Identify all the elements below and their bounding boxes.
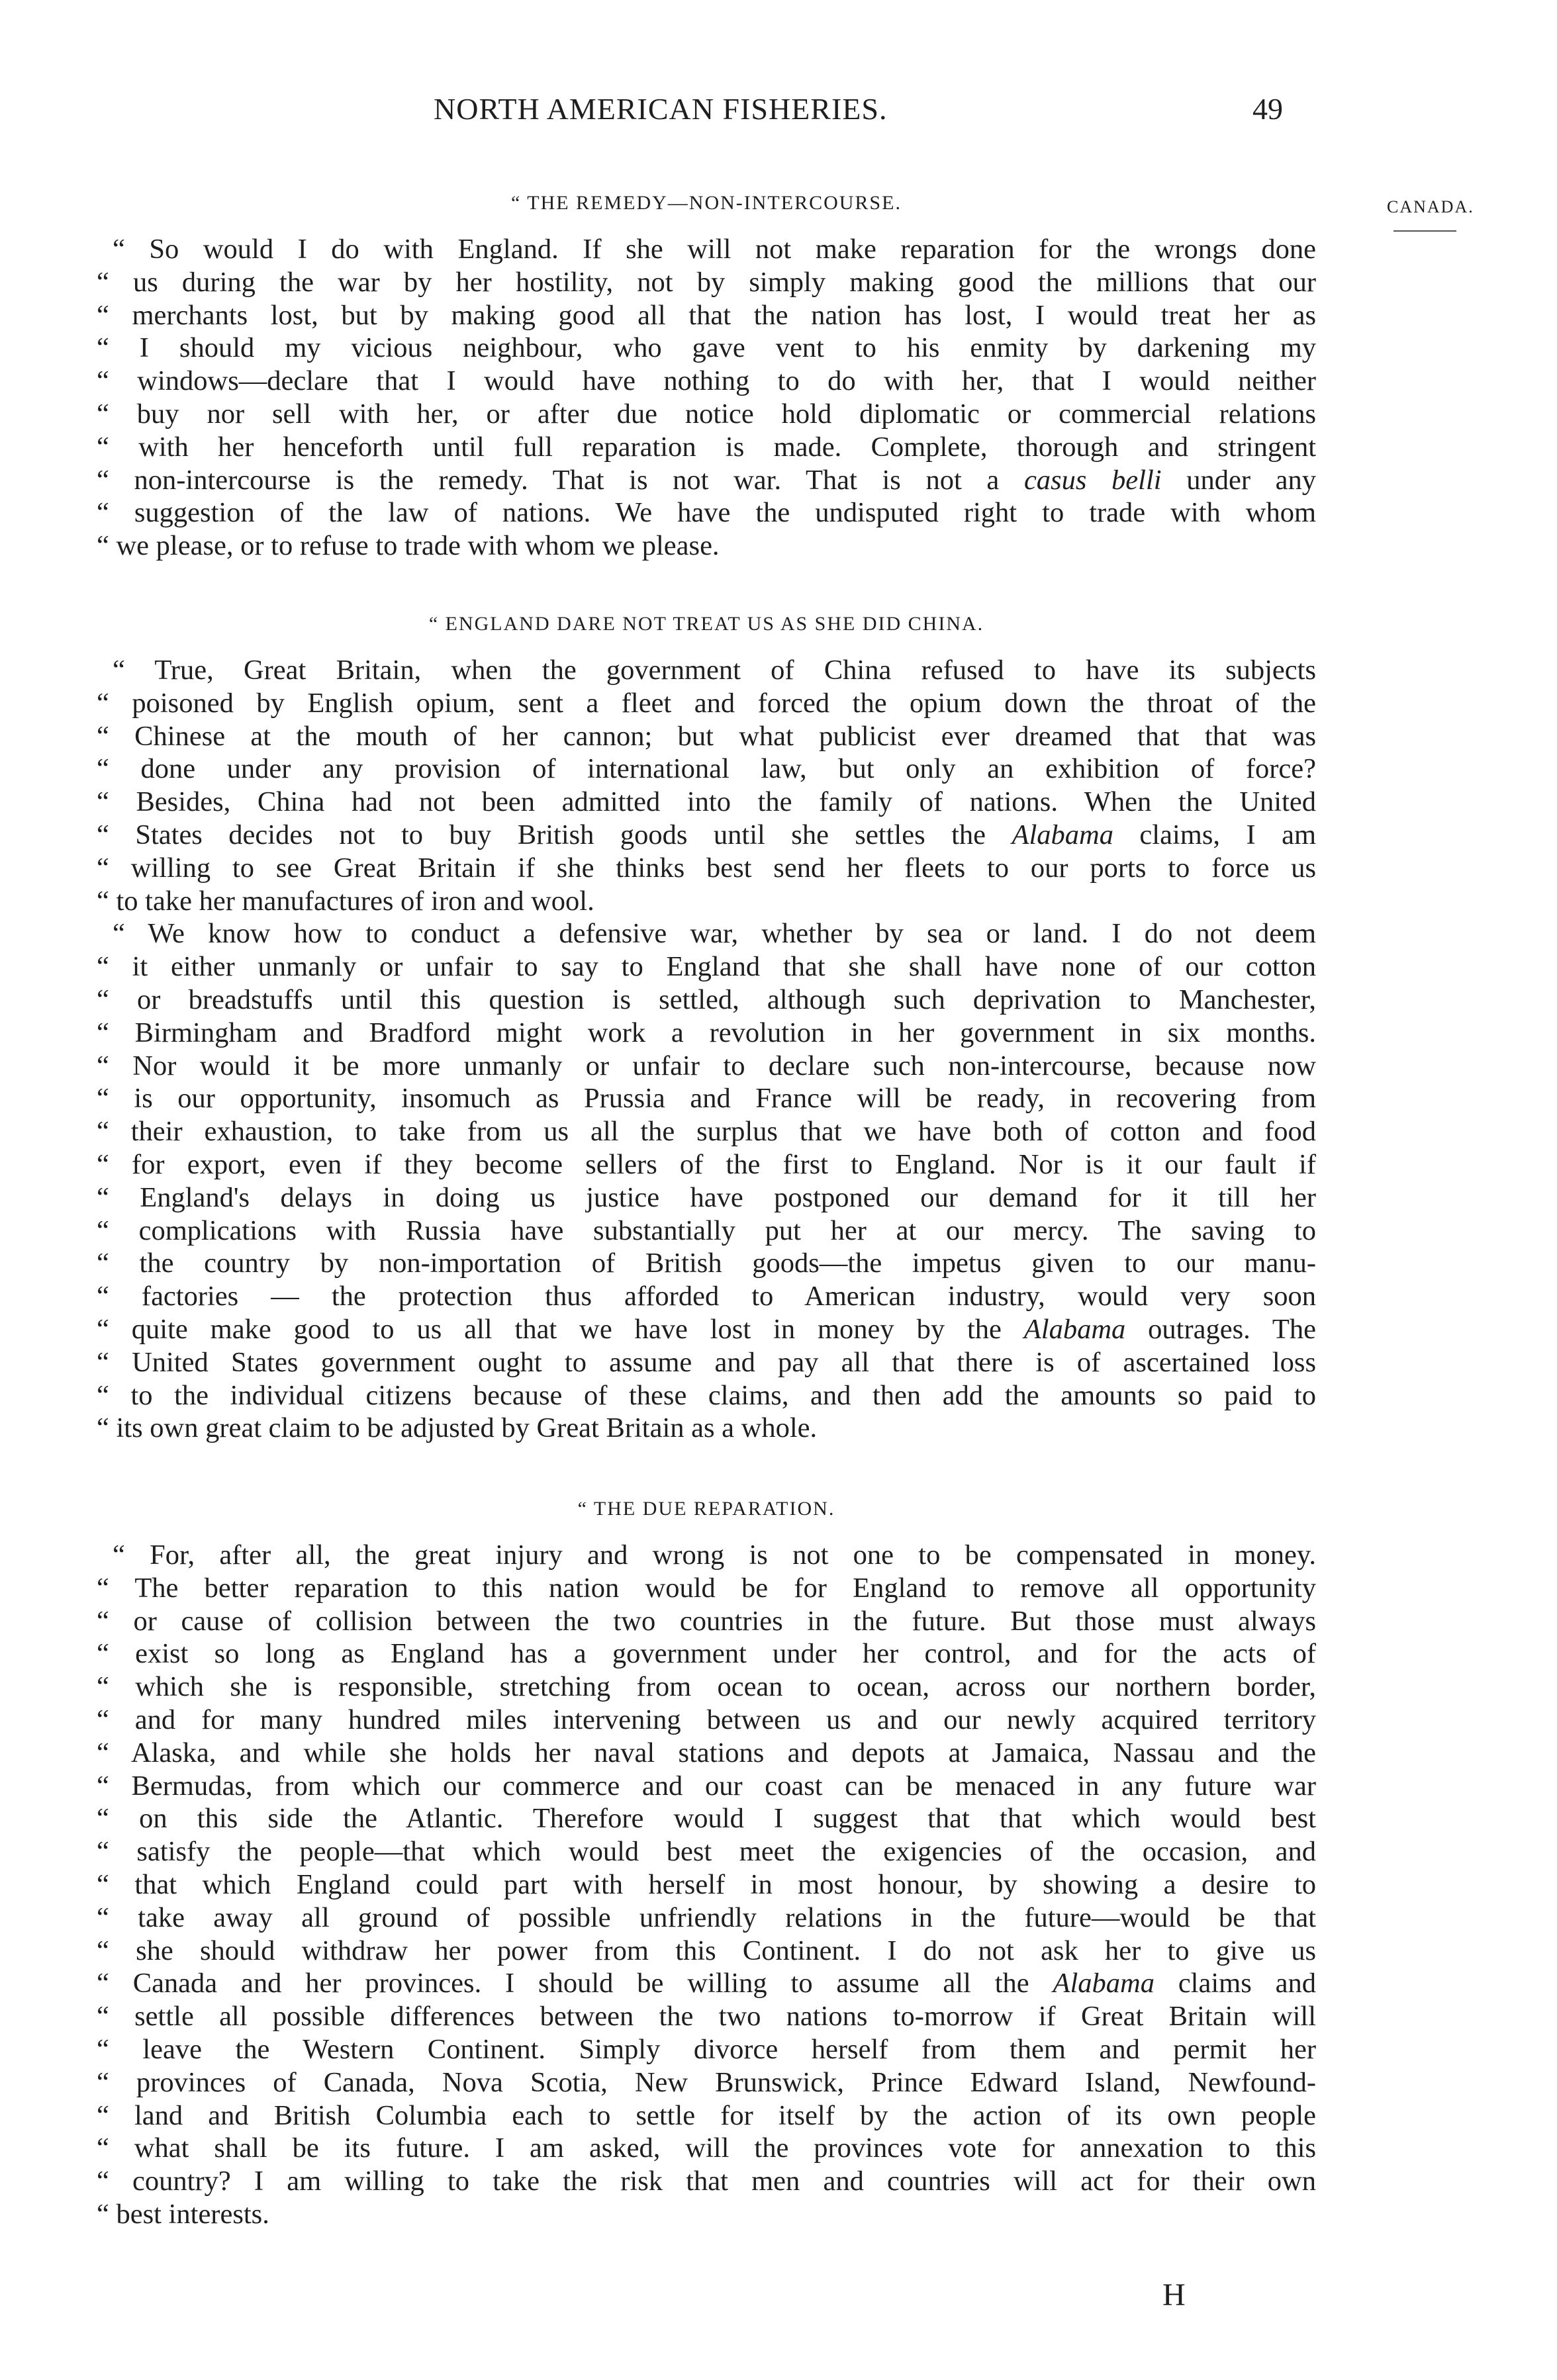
text-line: “ their exhaustion, to take from us all the surplus that we have both of cotton and food	[97, 1116, 1316, 1148]
text-line: “ complications with Russia have substantially put her at our mercy. The saving to	[97, 1214, 1316, 1246]
text-line: “ Chinese at the mouth of her cannon; but what publicist ever dreamed that that was	[97, 720, 1316, 752]
text-line: “ True, Great Britain, when the government of China refused to have its subjects	[113, 655, 1316, 686]
text-line: “ willing to see Great Britain if she thinks best send her fleets to our ports to force us	[97, 852, 1316, 884]
text-line: “ Canada and her provinces. I should be willing to assume all the Alabama claims and	[97, 1968, 1316, 1999]
text-line: “ Alaska, and while she holds her naval stations and depots at Jamaica, Nassau and the	[97, 1737, 1316, 1768]
text-line: “ Besides, China had not been admitted into the family of nations. When the United	[97, 786, 1316, 818]
text-line: “ So would I do with England. If she will not make reparation for the wrongs done	[113, 234, 1316, 265]
section-due-reparation	[97, 1492, 1316, 2231]
text-line: “ to the individual citizens because of these claims, and then add the amounts so paid to	[97, 1379, 1316, 1411]
text-line: “ to take her manufactures of iron and wool.	[97, 885, 594, 917]
section-remedy	[97, 187, 1316, 563]
section-heading: “ THE REMEDY—NON-INTERCOURSE.	[511, 192, 902, 214]
running-head	[0, 91, 1557, 131]
text-line: “ We know how to conduct a defensive war, whether by sea or land. I do not deem	[113, 918, 1316, 950]
text-line: “ exist so long as England has a government under her control, and for the acts of	[97, 1638, 1316, 1670]
text-line: “ done under any provision of international law, but only an exhibition of force?	[97, 753, 1316, 785]
text-line: “ Birmingham and Bradford might work a revolution in her government in six months.	[97, 1017, 1316, 1048]
text-line: “ or breadstuffs until this question is settled, although such deprivation to Manchester,	[97, 984, 1316, 1015]
text-line: “ buy nor sell with her, or after due notice hold diplomatic or commercial relations	[97, 398, 1316, 430]
text-line: “ and for many hundred miles intervening between us and our newly acquired territory	[97, 1704, 1316, 1735]
text-line: “ with her henceforth until full reparation is made. Complete, thorough and stringent	[97, 431, 1316, 463]
page-number: 49	[1252, 92, 1283, 126]
section-heading: “ ENGLAND DARE NOT TREAT US AS SHE DID CHINA.	[428, 613, 984, 635]
text-line: “ us during the war by her hostility, not by simply making good the millions that our	[97, 266, 1316, 298]
margin-rule	[1393, 230, 1456, 232]
text-line: “ she should withdraw her power from this Continent. I do not ask her to give us	[97, 1935, 1316, 1966]
text-line: “ which she is responsible, stretching from ocean to ocean, across our northern border,	[97, 1671, 1316, 1703]
text-line: “ or cause of collision between the two countries in the future. But those must always	[97, 1605, 1316, 1637]
text-line: “ we please, or to refuse to trade with whom we please.	[97, 530, 720, 562]
text-line: “ England's delays in doing us justice have postponed our demand for it till her	[97, 1181, 1316, 1213]
text-line: “ country? I am willing to take the risk that men and countries will act for their own	[97, 2166, 1316, 2197]
text-line: “ take away all ground of possible unfriendly relations in the future—would be that	[97, 1901, 1316, 1933]
text-line: “ best interests.	[97, 2198, 269, 2230]
page-title: NORTH AMERICAN FISHERIES.	[434, 92, 888, 126]
text-line: “ Bermudas, from which our commerce and our coast can be menaced in any future war	[97, 1770, 1316, 1802]
text-line: “ Nor would it be more unmanly or unfair to declare such non-intercourse, because now	[97, 1050, 1316, 1081]
text-line: “ I should my vicious neighbour, who gave vent to his enmity by darkening my	[97, 332, 1316, 364]
text-line: “ settle all possible differences between the two nations to-morrow if Great Britain will	[97, 2001, 1316, 2033]
text-line: “ quite make good to us all that we have lost in money by the Alabama outrages. The	[97, 1313, 1316, 1345]
text-line: “ that which England could part with herself in most honour, by showing a desire to	[97, 1868, 1316, 1900]
signature-mark: H	[1162, 2277, 1186, 2312]
section-england-china	[97, 608, 1316, 1445]
text-line: “ merchants lost, but by making good all that the nation has lost, I would treat her as	[97, 299, 1316, 331]
margin-note: CANADA.	[1387, 197, 1474, 216]
text-line: “ its own great claim to be adjusted by Great Britain as a whole.	[97, 1412, 818, 1444]
text-line: “ provinces of Canada, Nova Scotia, New Brunswick, Prince Edward Island, Newfound-	[97, 2066, 1316, 2098]
text-line: “ leave the Western Continent. Simply divorce herself from them and permit her	[97, 2033, 1316, 2065]
text-line: “ States decides not to buy British goods until she settles the Alabama claims, I am	[97, 819, 1317, 850]
text-line: “ land and British Columbia each to settle for itself by the action of its own people	[97, 2099, 1316, 2131]
text-line: “ for export, even if they become sellers of the first to England. Nor is it our fault if	[97, 1148, 1316, 1180]
text-line: “ the country by non-importation of British goods—the impetus given to our manu-	[97, 1248, 1316, 1279]
text-line: “ For, after all, the great injury and wrong is not one to be compensated in money.	[113, 1539, 1316, 1571]
text-line: “ windows—declare that I would have nothing to do with her, that I would neither	[97, 365, 1316, 397]
text-line: “ factories — the protection thus afforded to American industry, would very soon	[97, 1281, 1316, 1312]
text-line: “ non-intercourse is the remedy. That is not war. That is not a casus belli under any	[97, 464, 1317, 496]
text-line: “ United States government ought to assume and pay all that there is of ascertained loss	[97, 1346, 1316, 1378]
section-heading: “ THE DUE REPARATION.	[577, 1498, 835, 1520]
text-line: “ it either unmanly or unfair to say to England that she shall have none of our cotton	[97, 951, 1316, 983]
text-line: “ poisoned by English opium, sent a fleet and forced the opium down the throat of the	[97, 687, 1316, 719]
text-line: “ suggestion of the law of nations. We have the undisputed right to trade with whom	[97, 497, 1316, 529]
text-line: “ what shall be its future. I am asked, will the provinces vote for annexation to this	[97, 2132, 1316, 2164]
text-line: “ The better reparation to this nation would be for England to remove all opportunity	[97, 1572, 1316, 1604]
text-line: “ on this side the Atlantic. Therefore would I suggest that that which would best	[97, 1803, 1316, 1835]
text-line: “ satisfy the people—that which would best meet the exigencies of the occasion, and	[97, 1836, 1316, 1868]
text-line: “ is our opportunity, insomuch as Prussia and France will be ready, in recovering from	[97, 1083, 1316, 1115]
